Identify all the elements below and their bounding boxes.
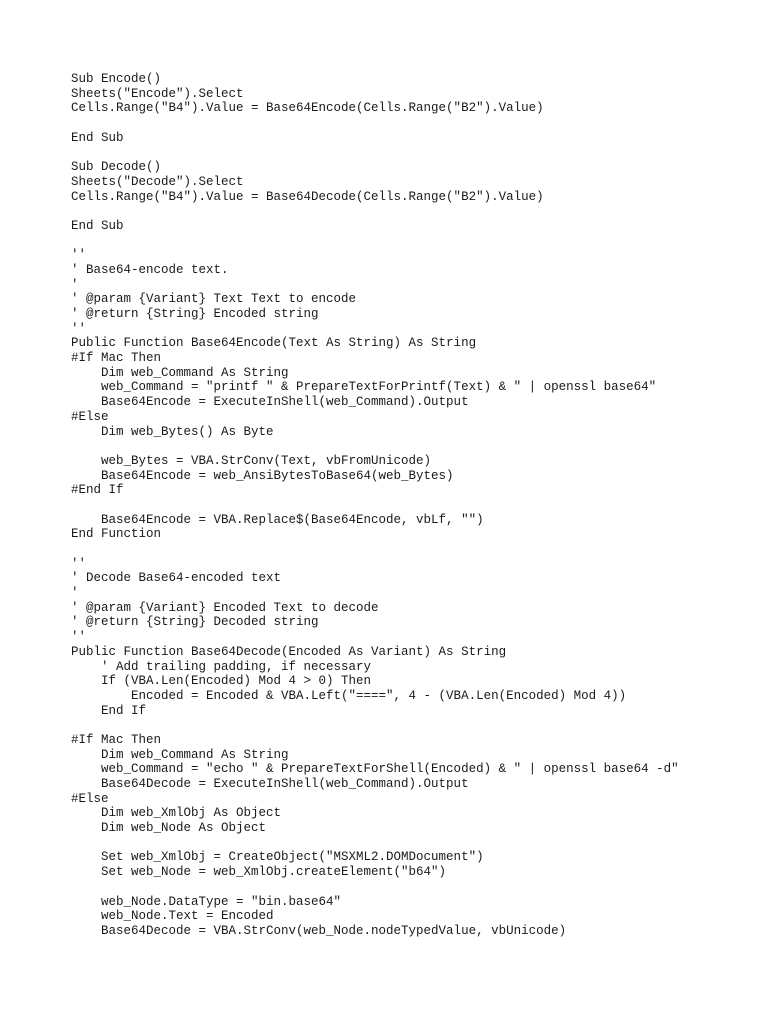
code-line: ' Decode Base64-encoded text (71, 571, 282, 586)
code-line: Set web_XmlObj = CreateObject("MSXML2.DOMDocument") (71, 850, 484, 865)
code-document (71, 72, 751, 939)
code-line: End Sub (71, 130, 124, 145)
code-line: #If Mac Then (71, 732, 162, 747)
code-line: Dim web_Command As String (71, 365, 289, 380)
code-line: ' @param {Variant} Encoded Text to decode (71, 600, 379, 615)
code-line: ' Add trailing padding, if necessary (71, 659, 372, 674)
code-line: Public Function Base64Decode(Encoded As Variant) As String (71, 644, 507, 659)
code-line: web_Command = "echo " & PrepareTextForShell(Encoded) & " | openssl base64 -d" (71, 762, 679, 777)
code-line: ' (71, 277, 79, 292)
code-line: #Else (71, 791, 109, 806)
code-line: Sheets("Encode").Select (71, 86, 244, 101)
code-line: web_Node.DataType = "bin.base64" (71, 894, 342, 909)
code-line: '' (71, 248, 87, 263)
code-line: '' (71, 630, 87, 645)
code-line: Cells.Range("B4").Value = Base64Decode(Cells.Range("B2").Value) (71, 189, 544, 204)
code-line: web_Node.Text = Encoded (71, 909, 274, 924)
code-line: Base64Encode = web_AnsiBytesToBase64(web_Bytes) (71, 468, 454, 483)
blank-line (71, 542, 751, 557)
code-line: ' @return {String} Encoded string (71, 307, 319, 321)
code-line: web_Bytes = VBA.StrConv(Text, vbFromUnicode) (71, 453, 432, 468)
code-line: Set web_Node = web_XmlObj.createElement("b64") (71, 865, 447, 880)
code-line: End If (71, 703, 147, 718)
blank-line (71, 439, 751, 454)
blank-line (71, 498, 751, 513)
code-line: #End If (71, 483, 124, 498)
code-line: Dim web_XmlObj As Object (71, 806, 282, 821)
blank-line (71, 718, 751, 733)
blank-line (71, 204, 751, 219)
code-line: End Function (71, 527, 162, 542)
code-line: Base64Decode = ExecuteInShell(web_Command).Output (71, 777, 469, 791)
blank-line (71, 116, 751, 131)
blank-line (71, 836, 751, 851)
code-line: Base64Encode = VBA.Replace$(Base64Encode, vbLf, "") (71, 512, 484, 527)
code-line: ' @return {String} Decoded string (71, 615, 319, 630)
code-line: Dim web_Node As Object (71, 821, 267, 836)
code-line: Dim web_Bytes() As Byte (71, 424, 274, 439)
code-line: Sub Encode() (71, 72, 162, 86)
code-line: Dim web_Command As String (71, 747, 289, 762)
code-line: Base64Decode = VBA.StrConv(web_Node.nodeTypedValue, vbUnicode) (71, 923, 567, 938)
code-line: Sheets("Decode").Select (71, 174, 244, 189)
code-line: ' @param {Variant} Text Text to encode (71, 292, 357, 307)
code-line: If (VBA.Len(Encoded) Mod 4 > 0) Then (71, 674, 372, 689)
code-line: Sub Decode() (71, 160, 162, 175)
code-line: Cells.Range("B4").Value = Base64Encode(Cells.Range("B2").Value) (71, 101, 544, 116)
code-line: Base64Encode = ExecuteInShell(web_Command).Output (71, 395, 469, 410)
code-line: Encoded = Encoded & VBA.Left("====", 4 - (VBA.Len(Encoded) Mod 4)) (71, 688, 627, 703)
code-line: ' (71, 586, 79, 601)
code-line: web_Command = "printf " & PrepareTextForPrintf(Text) & " | openssl base64" (71, 380, 657, 395)
code-line: ' Base64-encode text. (71, 262, 229, 277)
code-line: #If Mac Then (71, 351, 162, 366)
blank-line (71, 880, 751, 895)
code-line: End Sub (71, 218, 124, 233)
code-line: #Else (71, 409, 109, 424)
code-line: '' (71, 556, 87, 571)
blank-line (71, 145, 751, 160)
code-line: '' (71, 321, 87, 336)
code-line: Public Function Base64Encode(Text As String) As String (71, 336, 477, 351)
blank-line (71, 234, 751, 249)
